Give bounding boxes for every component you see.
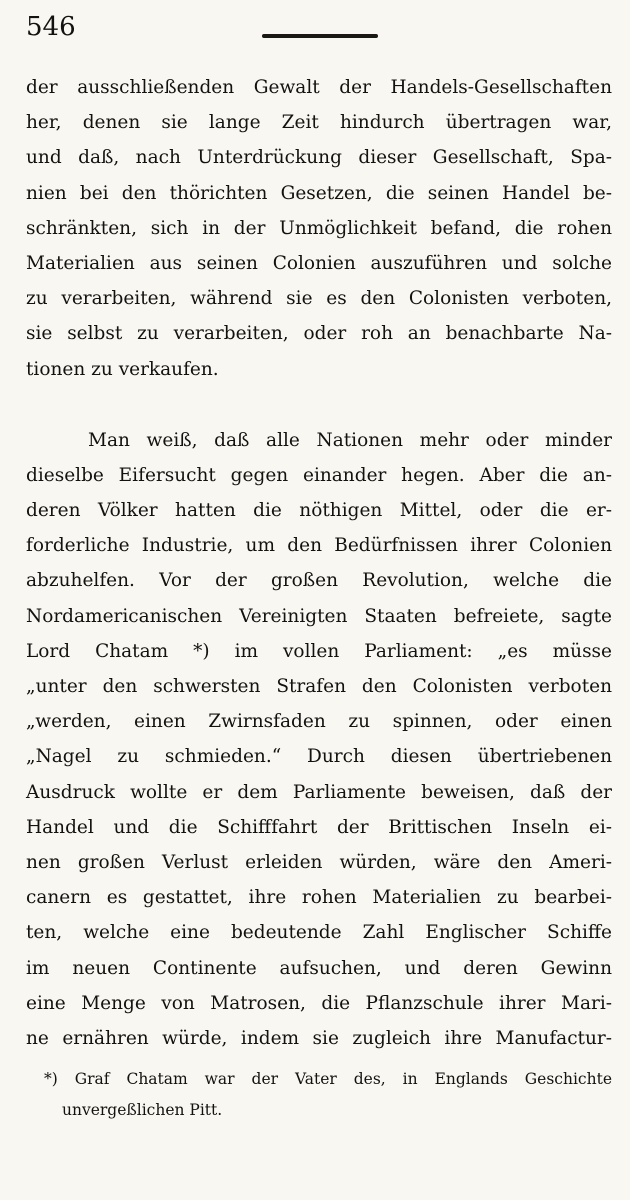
text-line: sie selbst zu verarbeiten, oder roh an benachbarte Na- [26, 323, 612, 345]
footnote-line: unvergeßlichen Pitt. [62, 1101, 223, 1119]
text-line: im neuen Continente aufsuchen, und deren Gewinn [26, 957, 612, 979]
text-line: schränkten, sich in der Unmöglichkeit befand, die rohen [26, 217, 612, 239]
text-line: dieselbe Eifersucht gegen einander hegen. Aber die an- [26, 464, 612, 486]
text-line: Materialien aus seinen Colonien auszuführen und solche [26, 252, 612, 274]
text-line: und daß, nach Unterdrückung dieser Gesellschaft, Spa- [26, 147, 612, 169]
text-line: deren Völker hatten die nöthigen Mittel, oder die er- [26, 500, 612, 522]
footnote-line: *) Graf Chatam war der Vater des, in Englands Geschichte [44, 1070, 612, 1088]
text-line: Nordamericanischen Vereinigten Staaten befreiete, sagte [26, 605, 612, 627]
text-line: her, denen sie lange Zeit hindurch übertragen war, [26, 112, 612, 134]
text-line: der ausschließenden Gewalt der Handels-Gesellschaften [26, 77, 612, 98]
text-line: „unter den schwersten Strafen den Colonisten verboten [26, 676, 612, 697]
header-rule [262, 34, 378, 38]
text-line: forderliche Industrie, um den Bedürfnissen ihrer Colonien [26, 535, 612, 557]
text-line: zu verarbeiten, während sie es den Colonisten verboten, [26, 288, 612, 310]
page-number: 546 [26, 12, 76, 42]
text-line: Man weiß, daß alle Nationen mehr oder minder [88, 429, 612, 451]
text-line: Lord Chatam *) im vollen Parliament: „es müsse [26, 640, 612, 662]
text-line: „werden, einen Zwirnsfaden zu spinnen, oder einen [26, 711, 612, 733]
text-line: tionen zu verkaufen. [26, 358, 219, 380]
text-line: ten, welche eine bedeutende Zahl Englischer Schiffe [26, 922, 612, 944]
text-line: canern es gestattet, ihre rohen Materialien zu bearbei- [26, 887, 612, 909]
text-line: „Nagel zu schmieden.“ Durch diesen übertriebenen [26, 746, 612, 768]
paragraph-2 [26, 423, 612, 1056]
text-line: Ausdruck wollte er dem Parliamente beweisen, daß der [26, 781, 612, 803]
text-line: Handel und die Schifffahrt der Brittischen Inseln ei- [26, 816, 612, 838]
text-line: eine Menge von Matrosen, die Pflanzschule ihrer Mari- [26, 992, 612, 1014]
text-line: nen großen Verlust erleiden würden, wäre den Ameri- [26, 851, 612, 873]
body-text [26, 70, 612, 1056]
text-line: ne ernähren würde, indem sie zugleich ihre Manufactur- [26, 1027, 612, 1049]
paragraph-gap [26, 387, 612, 423]
text-line: abzuhelfen. Vor der großen Revolution, welche die [26, 570, 612, 592]
paragraph-1 [26, 70, 612, 387]
text-line: nien bei den thörichten Gesetzen, die seinen Handel be- [26, 182, 612, 204]
footnote [44, 1064, 612, 1126]
